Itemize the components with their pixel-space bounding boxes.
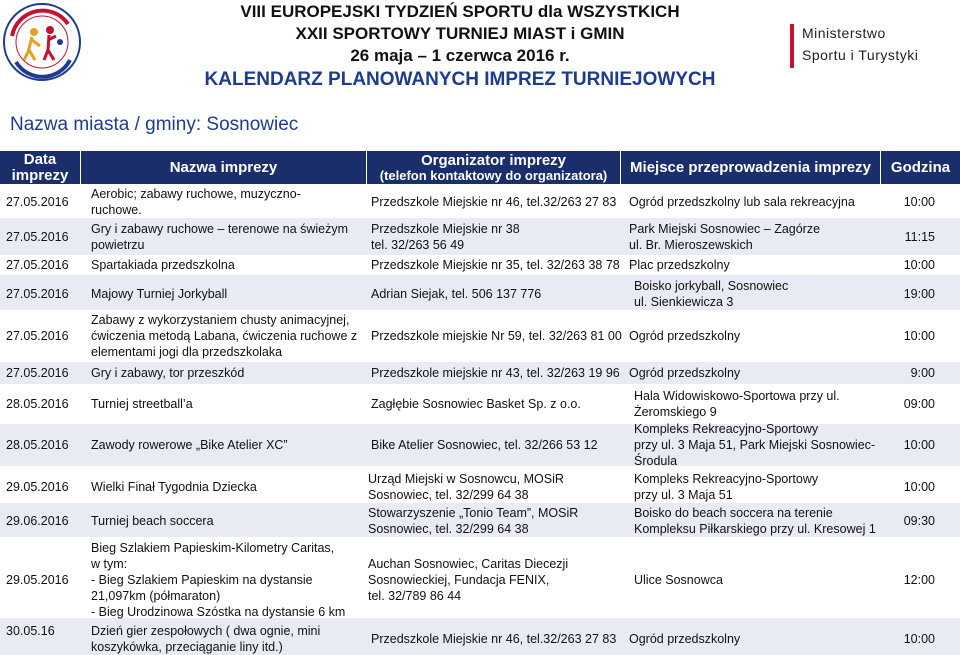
row-9-date: 29.05.2016 [6, 480, 69, 494]
row-12-place: Ogród przedszkolny [629, 632, 741, 646]
row-4-date: 27.05.2016 [6, 287, 69, 301]
row-10-name: Turniej beach soccera [91, 514, 214, 528]
row-1-organizer: Przedszkole Miejskie nr 46, tel.32/263 27 83 [371, 195, 617, 209]
row-1-place: Ogród przedszkolny lub sala rekreacyjna [629, 195, 855, 209]
row-9-time: 10:00 [903, 480, 935, 494]
row-9-place: Kompleks Rekreacyjno-Sportowy przy ul. 3 Maja 51 [634, 472, 819, 502]
row-6-date: 27.05.2016 [6, 366, 69, 380]
row-7-time: 09:00 [903, 397, 935, 411]
col-header-date-line-1: Data [23, 150, 57, 168]
row-3-organizer: Przedszkole Miejskie nr 35, tel. 32/263 38 78 [371, 258, 620, 272]
row-3-name: Spartakiada przedszkolna [91, 258, 235, 272]
row-4-organizer: Adrian Siejak, tel. 506 137 776 [371, 287, 542, 301]
row-2-place: Park Miejski Sosnowiec – Zagórze ul. Br. Mieroszewskich [629, 222, 821, 252]
row-12-organizer: Przedszkole Miejskie nr 46, tel.32/263 27 83 [371, 632, 617, 646]
ministry-name-line-1: Ministerstwo [802, 25, 886, 41]
row-8-time: 10:00 [903, 438, 935, 452]
row-5-date: 27.05.2016 [6, 329, 69, 343]
row-8-name: Zawody rowerowe „Bike Atelier XC” [91, 438, 288, 452]
row-6-time: 9:00 [910, 366, 935, 380]
row-7-place: Hala Widowiskowo-Sportowa przy ul. Żeromskiego 9 [634, 389, 840, 419]
row-12-time: 10:00 [903, 632, 935, 646]
title-line-1: VIII EUROPEJSKI TYDZIEŃ SPORTU dla WSZYSTKICH [240, 2, 680, 21]
row-3-time: 10:00 [903, 258, 935, 272]
row-11-date: 29.05.2016 [6, 573, 69, 587]
ministry-logo-bar [790, 24, 794, 68]
row-1-name: Aerobic; zabawy ruchowe, muzyczno- ruchowe. [91, 187, 301, 217]
row-11-name: Bieg Szlakiem Papieskim-Kilometry Caritas, w tym: - Bieg Szlakiem Papieskim na dystansie 21,097km (półmaraton) - Bieg Urodzinowa Szóstka na dystansie 6 km [91, 541, 346, 619]
row-7-organizer: Zagłębie Sosnowiec Basket Sp. z o.o. [371, 397, 581, 411]
row-1-date: 27.05.2016 [6, 195, 69, 209]
row-4-time: 19:00 [903, 287, 935, 301]
row-6-place: Ogród przedszkolny [629, 366, 741, 380]
row-8-date: 28.05.2016 [6, 438, 69, 452]
row-10-place: Boisko do beach soccera na terenie Kompleksu Piłkarskiego przy ul. Kresowej 1 [634, 506, 876, 536]
row-10-organizer: Stowarzyszenie „Tonio Team”, MOSiR Sosnowiec, tel. 32/299 64 38 [368, 506, 579, 536]
row-8-place: Kompleks Rekreacyjno-Sportowy przy ul. 3 Maja 51, Park Miejski Sosnowiec- Środula [634, 422, 876, 468]
col-header-organizer: Organizator imprezy (telefon kontaktowy do organizatora) [367, 151, 620, 184]
title-line-3: 26 maja – 1 czerwca 2016 r. [350, 46, 570, 65]
ministry-name-line-2: Sportu i Turystyki [802, 47, 919, 63]
row-2-time: 11:15 [904, 230, 935, 244]
row-10-time: 09:30 [903, 514, 935, 528]
col-header-date-line-2: imprezy [11, 166, 69, 184]
title-block [150, 1, 770, 93]
row-9-organizer: Urząd Miejski w Sosnowcu, MOSiR Sosnowiec, tel. 32/299 64 38 [368, 472, 564, 502]
row-5-name: Zabawy z wykorzystaniem chusty animacyjnej, ćwiczenia metodą Labana, ćwiczenia ruchowe z elementami jogi dla przedszkolaka [91, 313, 358, 359]
row-6-name: Gry i zabawy, tor przeszkód [91, 366, 245, 380]
row-11-place: Ulice Sosnowca [634, 573, 723, 587]
row-4-name: Majowy Turniej Jorkyball [91, 287, 228, 301]
col-header-date [0, 151, 80, 184]
title-line-2: XXII SPORTOWY TURNIEJ MIAST i GMIN [295, 24, 625, 43]
page-header [0, 0, 960, 150]
city-label: Nazwa miasta / gminy: Sosnowiec [10, 114, 299, 135]
col-header-place: Miejsce przeprowadzenia imprezy [621, 151, 880, 184]
row-10-date: 29.06.2016 [6, 514, 69, 528]
col-header-organizer-sub: (telefon kontaktowy do organizatora) [379, 167, 608, 183]
title-line-4: KALENDARZ PLANOWANYCH IMPREZ TURNIEJOWYCH [204, 69, 716, 90]
row-7-date: 28.05.2016 [6, 397, 69, 411]
col-header-time: Godzina [881, 151, 960, 184]
row-3-date: 27.05.2016 [6, 258, 69, 272]
federation-logo [2, 2, 82, 82]
row-5-time: 10:00 [903, 329, 935, 343]
col-header-name: Nazwa imprezy [81, 151, 366, 184]
row-1-time: 10:00 [903, 195, 935, 209]
row-2-name: Gry i zabawy ruchowe – terenowe na świeżym powietrzu [91, 222, 349, 252]
row-12-date: 30.05.16 [6, 624, 55, 638]
row-7-name: Turniej streetball’a [91, 397, 193, 411]
row-11-organizer: Auchan Sosnowiec, Caritas Diecezji Sosnowieckiej, Fundacja FENIX, tel. 32/789 86 44 [368, 557, 569, 603]
row-5-place: Ogród przedszkolny [629, 329, 741, 343]
row-8-organizer: Bike Atelier Sosnowiec, tel. 32/266 53 12 [371, 438, 598, 452]
row-5-organizer: Przedszkole miejskie Nr 59, tel. 32/263 81 00 [371, 329, 622, 343]
row-4-place: Boisko jorkyball, Sosnowiec ul. Sienkiewicza 3 [634, 279, 789, 309]
row-11-time: 12:00 [903, 573, 935, 587]
row-2-date: 27.05.2016 [6, 230, 69, 244]
row-6-organizer: Przedszkole miejskie nr 43, tel. 32/263 19 96 [371, 366, 620, 380]
row-9-name: Wielki Finał Tygodnia Dziecka [91, 480, 257, 494]
row-3-place: Plac przedszkolny [629, 258, 730, 272]
row-12-name: Dzień gier zespołowych ( dwa ognie, mini koszykówka, przeciąganie liny itd.) [91, 624, 321, 654]
row-2-organizer: Przedszkole Miejskie nr 38 tel. 32/263 56 49 [371, 222, 520, 252]
